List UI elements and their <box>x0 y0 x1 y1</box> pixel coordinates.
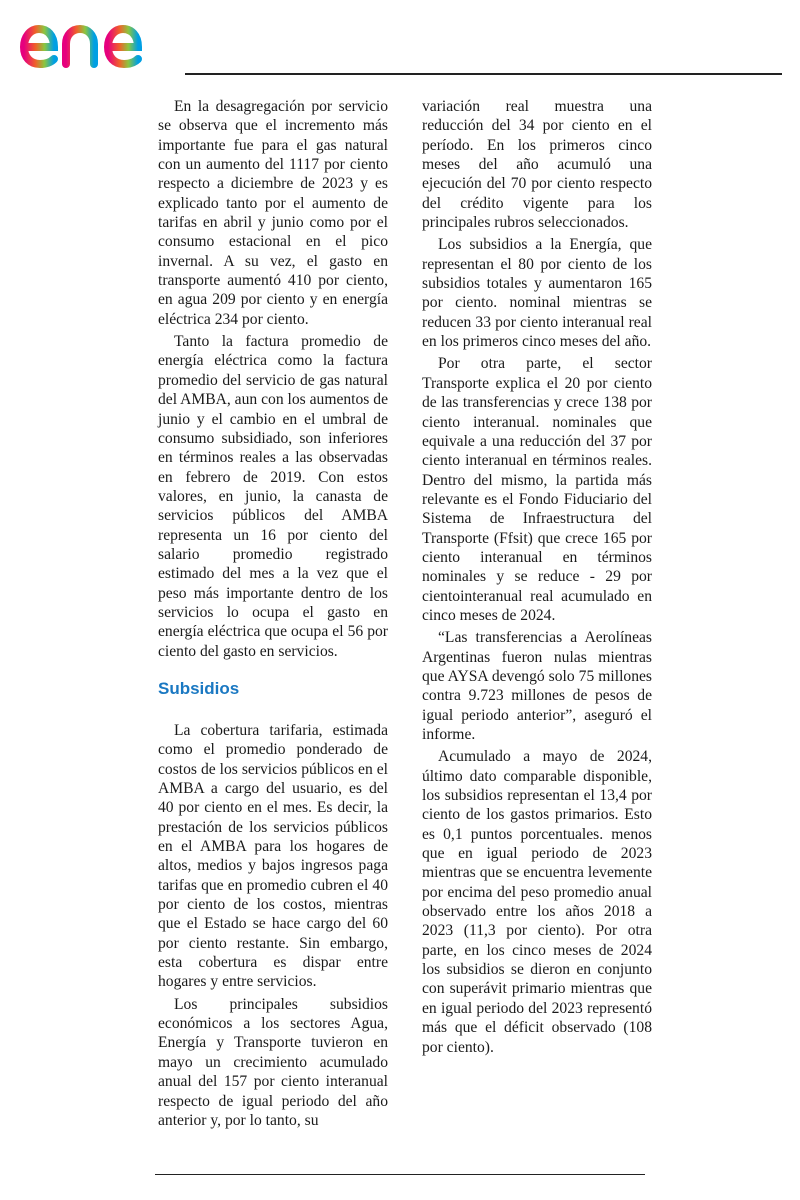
footer-rule <box>155 1174 645 1175</box>
paragraph: Los principales subsidios económicos a los sectores Agua, Energía y Transporte tuvieron en mayo un crecimiento acumulado anual del 157 por ciento interanual respecto de igual periodo del año anterior y, por lo tanto, su <box>158 995 388 1129</box>
paragraph: En la desagregación por servicio se observa que el incremento más importante fue para el gas natural con un aumento del 1117 por ciento respecto a diciembre de 2023 y es explicado tanto por el aumento de tarifas en abril y junio como por el consumo estacional en el pico invernal. A su vez, el gasto en transporte aumentó 410 por ciento, en agua 209 por ciento y en energía eléctrica 234 por ciento. <box>158 98 388 328</box>
enel-logo <box>18 8 180 70</box>
section-heading: Subsidios <box>158 678 240 698</box>
paragraph: Tanto la factura promedio de energía eléctrica como la factura promedio del servicio de gas natural del AMBA, aun con los aumentos de junio y el cambio en el umbral de consumo subsidiado, son inferiores en términos reales a las observadas en febrero de 2019. Con estos valores, en junio, la canasta de servicios públicos del AMBA representa un 16 por ciento del salario promedio registrado estimado del mes a la vez que el peso más importante dentro de los servicios lo ocupa el gasto en energía eléctrica que ocupa el 56 por ciento del gasto en servicios. <box>158 333 388 660</box>
article-column-right <box>422 97 652 1057</box>
paragraph: Los subsidios a la Energía, que representan el 80 por ciento de los subsidios totales y aumentaron 165 por ciento. nominal mientras se reducen 33 por ciento interanual real en los primeros cinco meses del año. <box>422 236 652 351</box>
header-rule <box>185 73 782 75</box>
page-header <box>0 0 800 80</box>
paragraph: Por otra parte, el sector Transporte explica el 20 por ciento de las transferencias y crece 138 por ciento interanual. nominales que equivale a una reducción del 37 por ciento interanual en términos reales. Dentro del mismo, la partida más relevante es el Fondo Fiduciario del Sistema de Infraestructura del Transporte (Ffsit) que crece 165 por ciento interanual en términos nominales y se reduce - 29 por cientointeranual real acumulado en cinco meses de 2024. <box>422 355 652 624</box>
paragraph: “Las transferencias a Aerolíneas Argentinas fueron nulas mientras que AYSA devengó solo 75 millones contra 9.723 millones de pesos de igual periodo anterior”, aseguró el informe. <box>422 629 652 743</box>
paragraph: variación real muestra una reducción del 34 por ciento en el período. En los primeros cinco meses del año acumuló una ejecución del 70 por ciento respecto del crédito vigente para los principales rubros seleccionados. <box>422 98 652 232</box>
paragraph: La cobertura tarifaria, estimada como el promedio ponderado de costos de los servicios públicos en el AMBA a cargo del usuario, es del 40 por ciento en el mes. Es decir, la prestación de los servicios públicos en el AMBA para los hogares de altos, medios y bajos ingresos paga tarifas que en promedio cubren el 40 por ciento de los costos, mientras que el Estado se hace cargo del 60 por ciento restante. Sin embargo, esta cobertura es dispar entre hogares y entre servicios. <box>158 721 388 991</box>
article-column-left <box>158 97 388 1130</box>
paragraph: Acumulado a mayo de 2024, último dato comparable disponible, los subsidios representan el 13,4 por ciento de los gastos primarios. Esto es 0,1 puntos porcentuales. menos que en igual periodo de 2023 mientras que se encuentra levemente por encima del peso promedio anual observado entre los años 2018 a 2023 (11,3 por ciento). Por otra parte, en los cinco meses de 2024 los subsidios se dieron en conjunto con superávit primario mientras que en igual periodo del 2023 representó más que el déficit observado (108 por ciento). <box>422 748 652 1056</box>
